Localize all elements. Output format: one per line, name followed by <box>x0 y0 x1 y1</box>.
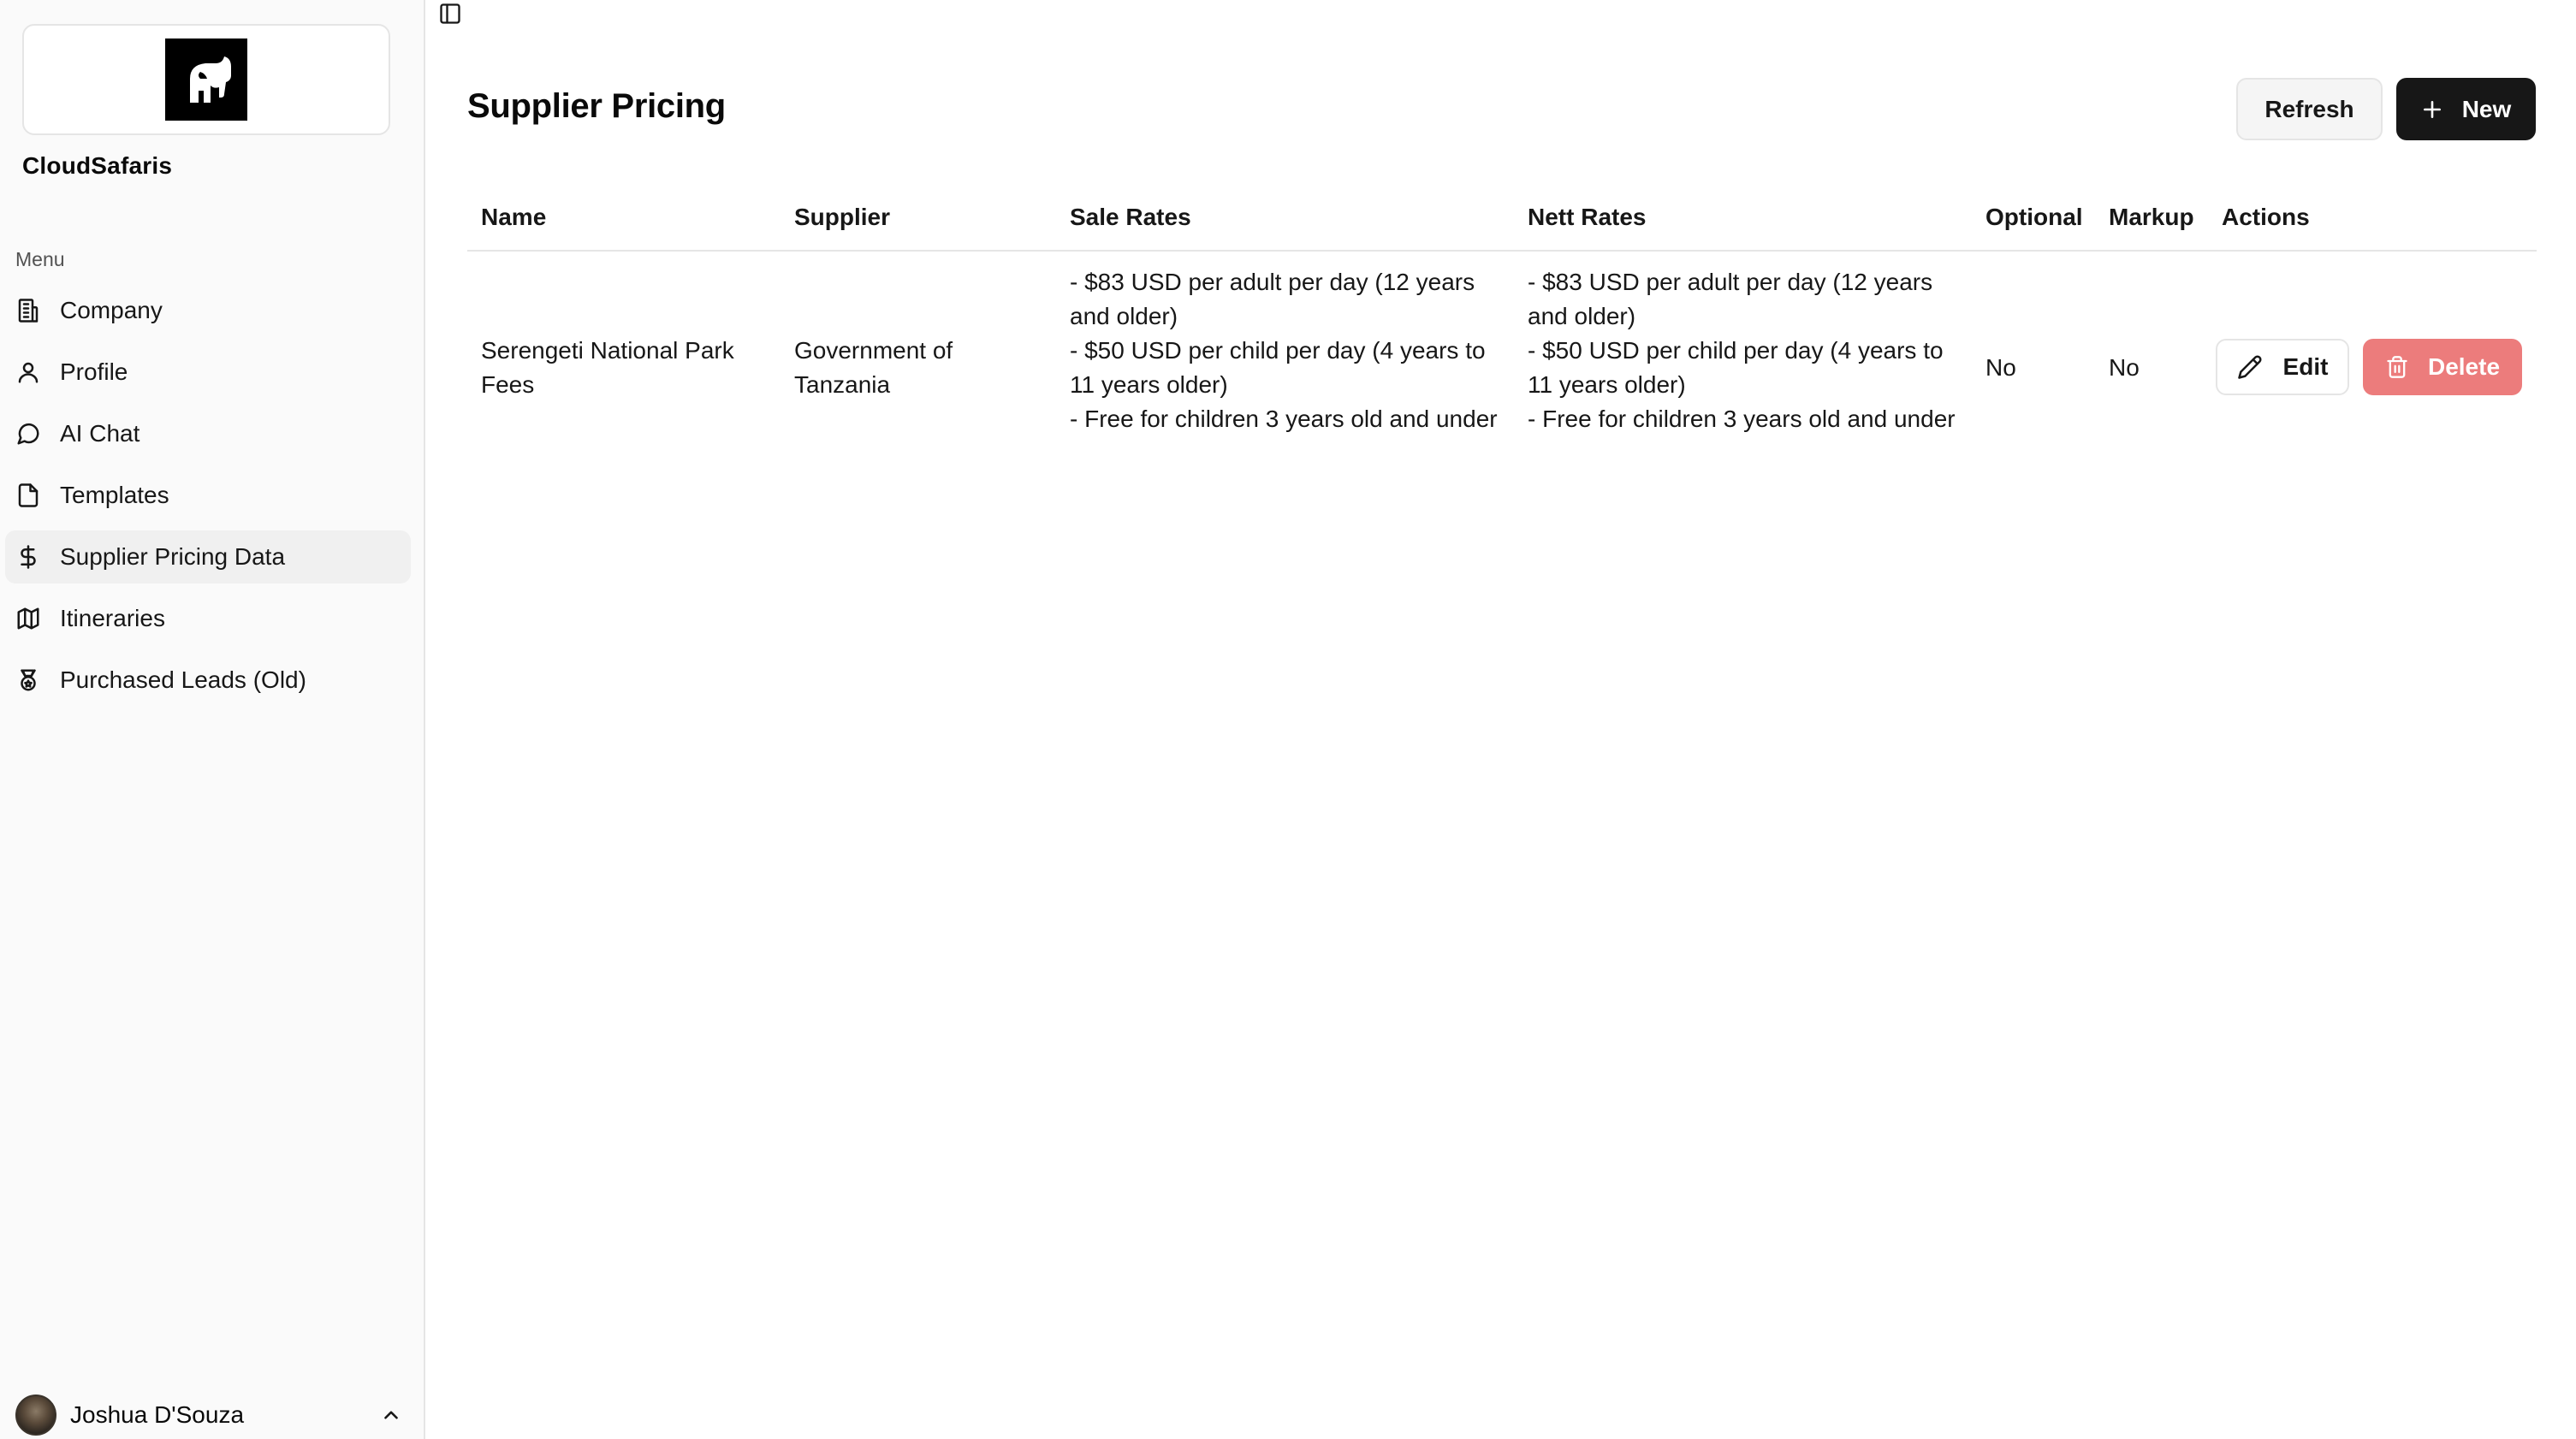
menu-section-label: Menu <box>15 248 65 270</box>
column-header-optional[interactable]: Optional <box>1985 204 2083 230</box>
sidebar-item-label: AI Chat <box>60 420 140 447</box>
column-header-markup[interactable]: Markup <box>2109 204 2194 230</box>
file-icon <box>15 483 41 508</box>
cell-name: Serengeti National Park Fees <box>481 337 734 398</box>
sidebar-item-itineraries[interactable] <box>5 592 411 645</box>
sidebar-item-label: Profile <box>60 358 128 385</box>
user-name: Joshua D'Souza <box>70 1401 245 1428</box>
message-circle-icon <box>15 421 41 447</box>
sidebar-item-label: Purchased Leads (Old) <box>60 666 306 693</box>
edit-button[interactable] <box>2216 339 2349 395</box>
trash-icon <box>2385 355 2409 379</box>
cell-optional: No <box>1985 354 2016 381</box>
sidebar-item-profile[interactable] <box>5 346 411 399</box>
pencil-icon <box>2237 354 2263 380</box>
nett-rate-line: - $50 USD per child per day (4 years to 11 years older) <box>1528 337 1944 398</box>
column-header-sale-rates[interactable]: Sale Rates <box>1070 204 1191 230</box>
map-icon <box>15 606 41 631</box>
building-icon <box>15 298 41 323</box>
sidebar-item-purchased-leads[interactable] <box>5 654 411 707</box>
cell-nett-rates <box>1528 265 1973 436</box>
sidebar-item-supplier-pricing-data[interactable] <box>5 530 411 583</box>
sidebar-item-label: Templates <box>60 482 169 508</box>
new-button[interactable] <box>2396 78 2536 140</box>
avatar <box>15 1395 56 1436</box>
logo-card[interactable] <box>22 24 390 135</box>
elephant-logo-icon <box>165 38 247 121</box>
delete-button-label: Delete <box>2427 353 2501 380</box>
chevron-up-icon <box>380 1404 402 1426</box>
sidebar-toggle-button[interactable] <box>436 0 464 27</box>
column-header-nett-rates[interactable]: Nett Rates <box>1528 204 1647 230</box>
sidebar-item-label: Company <box>60 297 163 323</box>
page-title: Supplier Pricing <box>467 87 726 125</box>
sidebar-item-label: Itineraries <box>60 605 165 631</box>
refresh-button[interactable]: Refresh <box>2236 78 2383 140</box>
plus-icon <box>2421 98 2443 121</box>
dollar-sign-icon <box>15 544 41 570</box>
sidebar-item-company[interactable] <box>5 284 411 337</box>
sidebar-item-templates[interactable] <box>5 469 411 522</box>
sale-rate-line: - $83 USD per adult per day (12 years and older) <box>1070 269 1475 329</box>
column-header-actions: Actions <box>2222 204 2310 230</box>
column-header-supplier[interactable]: Supplier <box>794 204 891 230</box>
nett-rate-line: - $83 USD per adult per day (12 years and older) <box>1528 269 1933 329</box>
table-header-row <box>467 190 2537 252</box>
sidebar-item-label: Supplier Pricing Data <box>60 543 286 570</box>
column-header-name[interactable]: Name <box>481 204 547 230</box>
new-button-label: New <box>2461 95 2512 122</box>
delete-button[interactable] <box>2363 339 2522 395</box>
brand-name: CloudSafaris <box>22 152 173 179</box>
sale-rate-line: - Free for children 3 years old and under <box>1070 406 1498 432</box>
panel-left-icon <box>438 2 462 26</box>
user-menu[interactable] <box>15 1395 402 1436</box>
nett-rate-line: - Free for children 3 years old and under <box>1528 406 1956 432</box>
cell-supplier: Government of Tanzania <box>794 337 953 398</box>
sidebar-item-ai-chat[interactable] <box>5 407 411 460</box>
award-icon <box>15 667 41 693</box>
sidebar-nav <box>5 284 411 715</box>
cell-markup: No <box>2109 354 2140 381</box>
user-icon <box>15 359 41 385</box>
sale-rate-line: - $50 USD per child per day (4 years to 11 years older) <box>1070 337 1486 398</box>
edit-button-label: Edit <box>2282 353 2329 380</box>
sidebar <box>0 0 425 1439</box>
cell-sale-rates <box>1070 265 1515 436</box>
